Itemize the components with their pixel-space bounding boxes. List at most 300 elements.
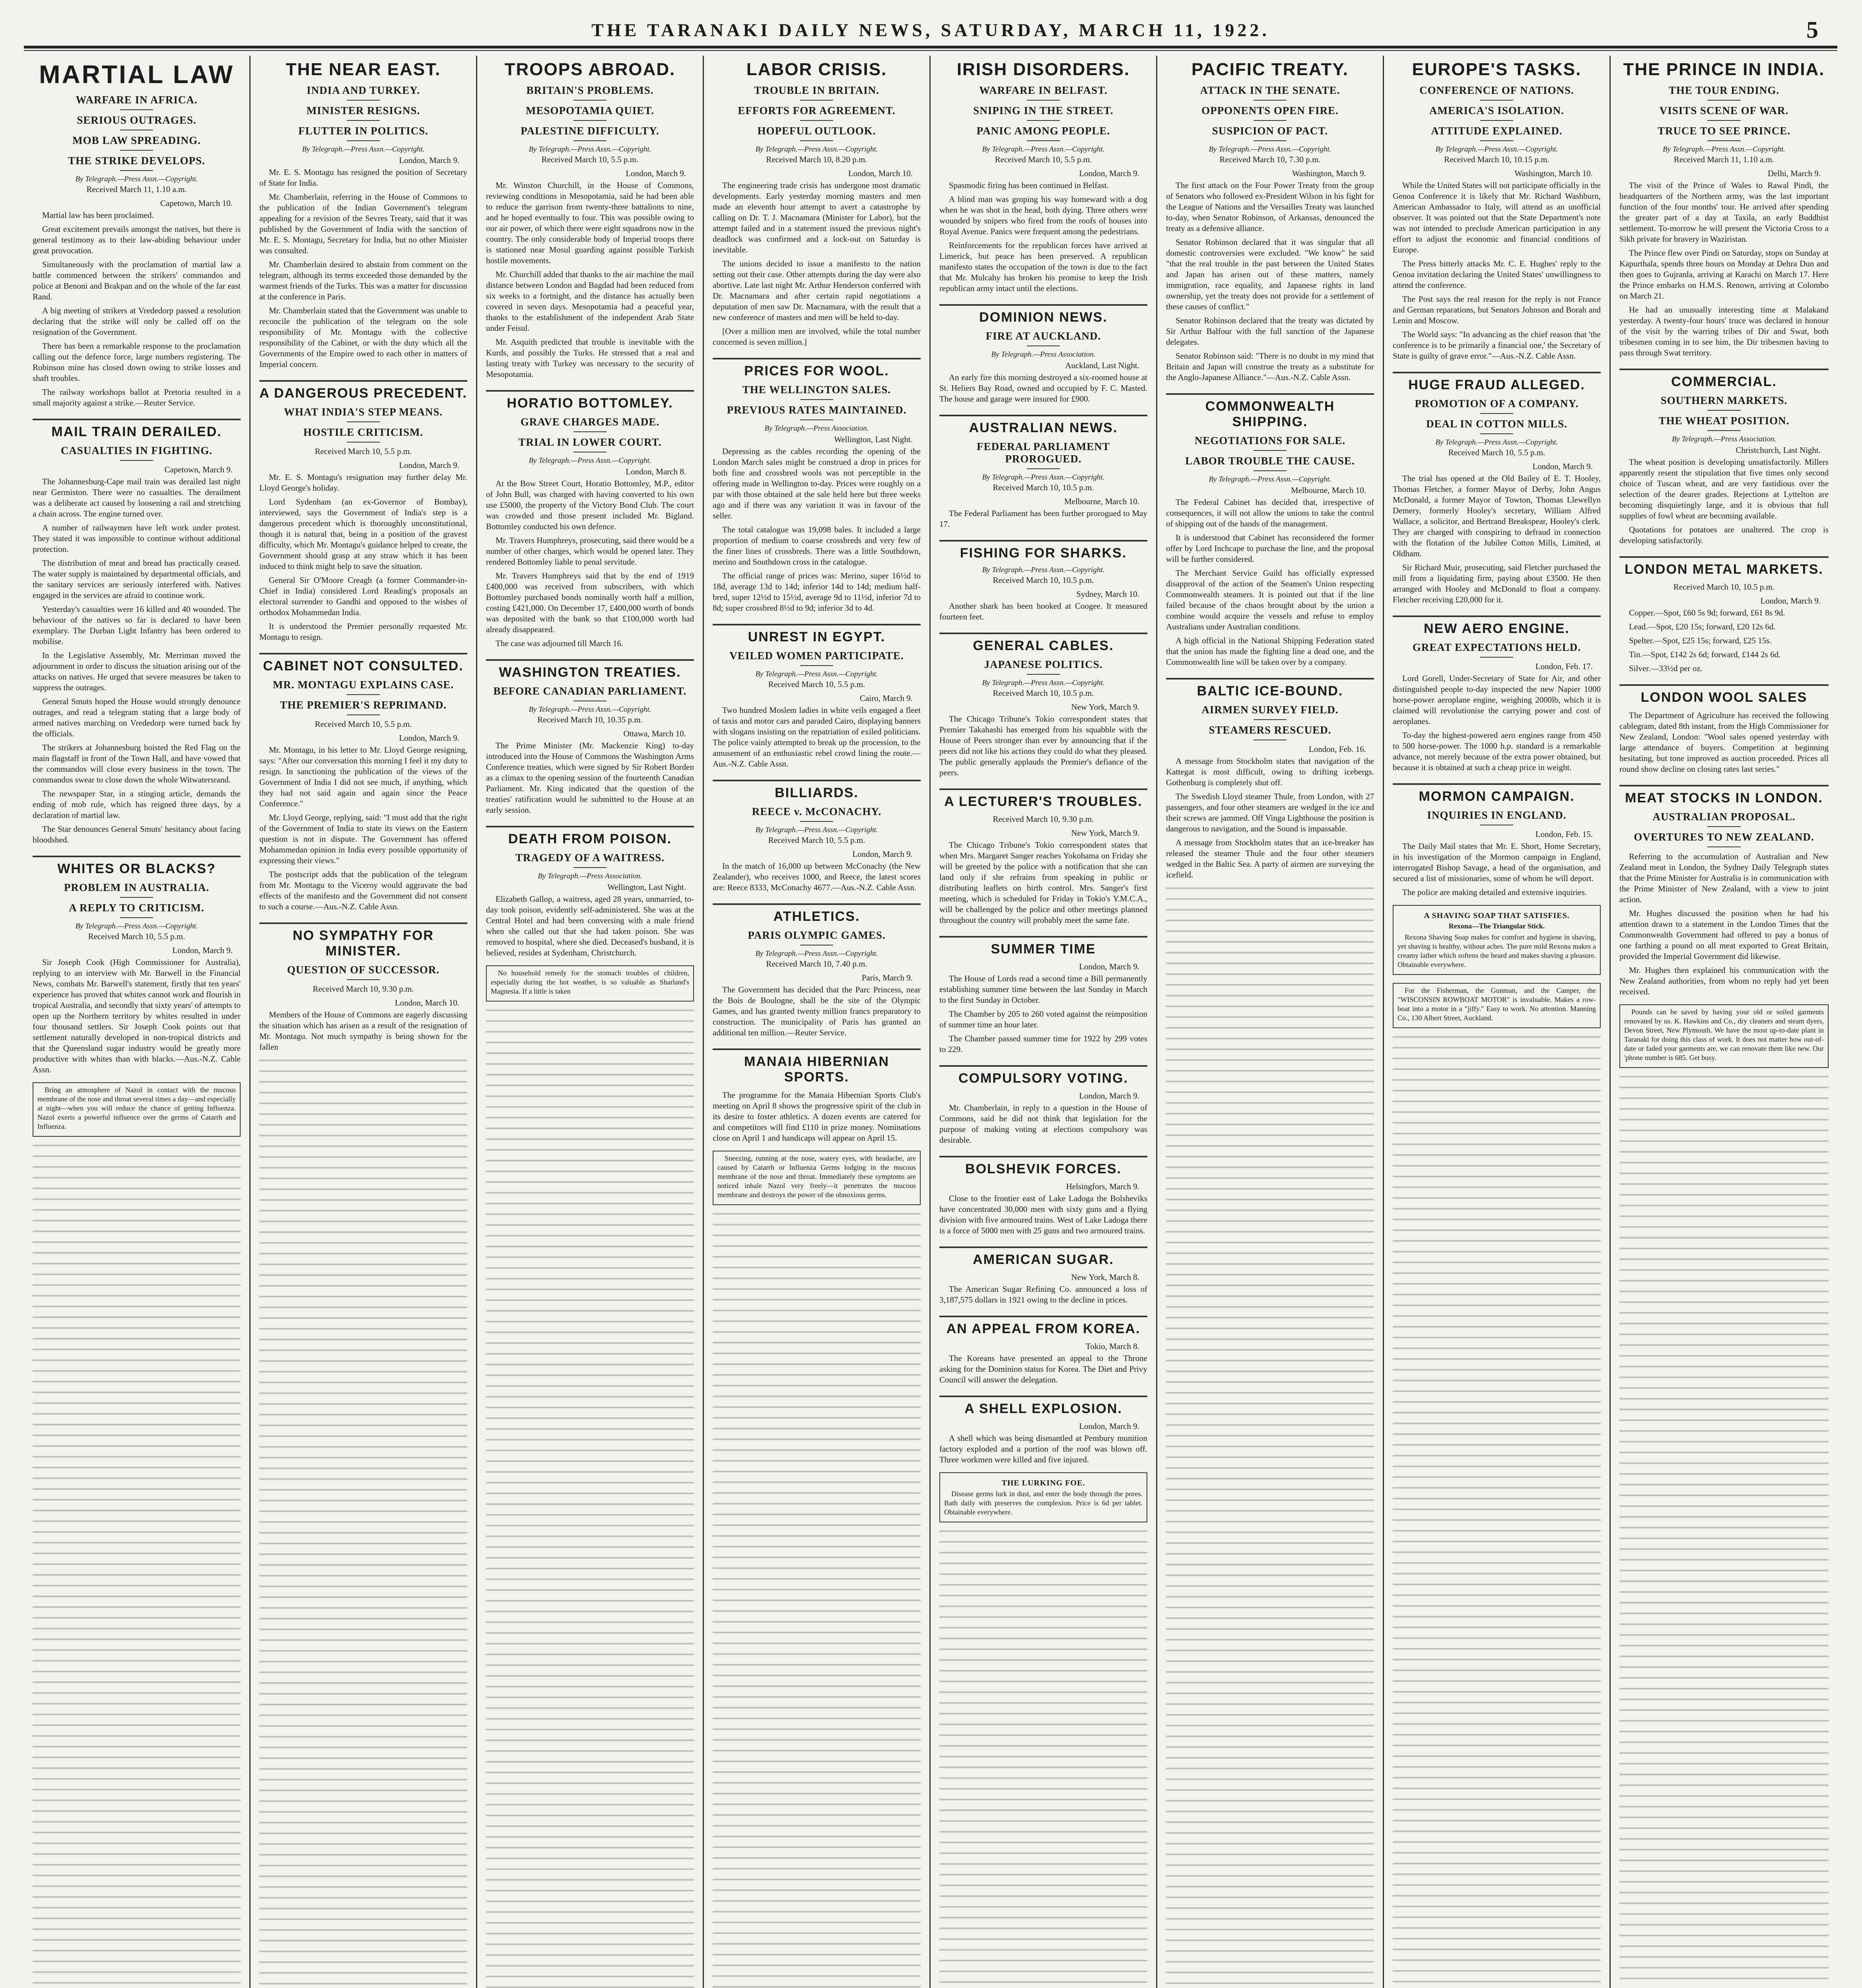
article-received: Received March 10, 5.5 p.m. xyxy=(315,719,412,729)
article-subhead: WARFARE IN BELFAST. xyxy=(939,84,1147,101)
article-paragraph: Mr. Travers Humphreys said that by the end of 1919 £400,000 was received from subscribers, with which Bottomley purchased bonds nominally worth half a million, costing £421,000. On December 17, £400,000 worth of bonds was deposited with the bank so that £100,000 worth had already disappeared. xyxy=(486,571,694,634)
article-dateline: New York, March 9. xyxy=(1071,828,1139,838)
article xyxy=(939,297,1147,408)
article-paragraph: The Post says the real reason for the reply is not France and German reparations, but Senators Johnson and Borah and Lenin and Moscow. xyxy=(1393,294,1601,325)
article-subhead: WHAT INDIA'S STEP MEANS. xyxy=(259,406,467,422)
article-headline: MEAT STOCKS IN LONDON. xyxy=(1625,790,1823,806)
article-subhead: SUSPICION OF PACT. xyxy=(1166,125,1374,141)
article-byline: By Telegraph.—Press Association. xyxy=(1672,435,1776,443)
article-received: Received March 10, 5.5 p.m. xyxy=(995,155,1092,164)
article-subhead: CONFERENCE OF NATIONS. xyxy=(1393,84,1601,101)
article-divider xyxy=(486,826,694,827)
article-headline: FISHING FOR SHARKS. xyxy=(960,546,1127,561)
article-received: Received March 10, 9.30 p.m. xyxy=(313,984,414,994)
article-paragraph: Senator Robinson said: "There is no doubt in my mind that Britain and Japan will construe the treaty as a substitute for the Anglo-Japanese Alliance."—Aus.-N.Z. Cable Assn. xyxy=(1166,351,1374,382)
article xyxy=(1393,365,1601,608)
article-paragraph: Tin.—Spot, £142 2s 6d; forward, £144 2s 6d. xyxy=(1629,650,1781,659)
article-paragraph: The unions decided to issue a manifesto to the nation setting out their case. Other attempts during the day were also abortive. Late last night Mr. Arthur Henderson conferred with Dr. Macnamara and after certain rapid negotiations a deputation of men saw Dr. Macnamara, with the result that a new conference of masters and men will be held to-day. xyxy=(713,259,921,322)
article-subhead: STEAMERS RESCUED. xyxy=(1166,724,1374,740)
article xyxy=(939,56,1147,297)
article-paragraph: He had an unusually interesting time at Malakand yesterday. A twenty-four hours' truce was declared in honour of the visit by the warring tribes of Dir and Swat, both tribesmen coming in to see him, the Dir tribesmen having to pass through Swat territory. xyxy=(1619,305,1829,357)
article-paragraph: The Star denounces General Smuts' hesitancy about facing bloodshed. xyxy=(33,824,241,845)
article xyxy=(939,408,1147,533)
column-6 xyxy=(1157,56,1384,1988)
article xyxy=(939,1058,1147,1149)
article-paragraph: Depressing as the cables recording the opening of the London March sales might be construed a drop in prices for both fine and crossbred wools was not perceptible in the offering made in Wellington to-day. Prices were roughly on a par with those obtained at the sale held here but three weeks ago and if there was any variation it was in favour of the seller. xyxy=(713,447,921,520)
article xyxy=(1619,549,1829,677)
article-paragraph: A number of railwaymen have left work under protest. They stated it was impossible to continue without additional protection. xyxy=(33,523,241,554)
article-paragraph: Mr. Chamberlain stated that the Government was unable to reconcile the publication of the telegram on the sole responsibility of Mr. Montagu with the collective responsibility of the Cabinet, or with the duty which all the Governments of the Empire owed to each other in matters of Imperial concern. xyxy=(259,306,467,369)
article-headline: PACIFIC TREATY. xyxy=(1191,60,1349,79)
article-paragraph: Reinforcements for the republican forces have arrived at Limerick, but peace has been preserved. A republican manifesto states the occupation of the town is due to the fact that Mr. Mulcahy has broken his promise to keep the Irish republican army intact until the elections. xyxy=(939,241,1147,293)
article-paragraph: The Daily Mail states that Mr. E. Short, Home Secretary, in his investigation of the Mormon campaign in England, interrogated Bishop Savage, a head of the organisation, and secured a list of missionaries, some of whom he will deport. xyxy=(1393,841,1601,883)
article xyxy=(939,533,1147,625)
column-continuation-text xyxy=(486,1006,694,1988)
article xyxy=(1166,386,1374,671)
article-divider xyxy=(1166,678,1374,679)
article-subhead: THE TOUR ENDING. xyxy=(1619,84,1829,101)
article xyxy=(1393,608,1601,776)
article-paragraph: The strikers at Johannesburg hoisted the Red Flag on the main flagstaff in front of the Town Hall, and have vowed that the commandos will close every business in the town. The commandos swear to close down the whole Witwatersrand. xyxy=(33,743,241,784)
article-paragraph: The Chicago Tribune's Tokio correspondent states that Premier Takahashi has emerged from his squabble with the House of Peers stronger than ever by announcing that if the peers did not like his actions they could do what they pleased. The public generally applauds the Premier's defiance of the peers. xyxy=(939,714,1147,777)
article-dateline: New York, March 8. xyxy=(1071,1272,1139,1282)
article-paragraph: Mr. Asquith predicted that trouble is inevitable with the Kurds, and possibly the Turks. He stressed that a real and lasting treaty with Turkey was necessary to the security of Mesopotamia. xyxy=(486,337,694,379)
article-subhead: OVERTURES TO NEW ZEALAND. xyxy=(1619,831,1829,847)
article-divider xyxy=(1166,393,1374,395)
article-subhead: PROMOTION OF A COMPANY. xyxy=(1393,398,1601,414)
article-received: Received March 10, 10.5 p.m. xyxy=(993,483,1094,492)
article-divider xyxy=(939,1246,1147,1248)
article-paragraph: The Swedish Lloyd steamer Thule, from London, with 27 passengers, and four other steamers are wedged in the ice and their screws are jammed. Off Vinga Lighthouse the position is dangerous to navigation, and the Sound is impassable. xyxy=(1166,792,1374,833)
article-headline: DOMINION NEWS. xyxy=(979,310,1108,325)
article-headline: HUGE FRAUD ALLEGED. xyxy=(1408,377,1585,392)
article-dateline: Helsingfors, March 9. xyxy=(1066,1182,1139,1191)
article-paragraph: Mr. Travers Humphreys, prosecuting, said there would be a number of other charges, which would be opened later. They rendered Bottomley liable to penal servitude. xyxy=(486,536,694,567)
article-dateline: London, March 9. xyxy=(626,169,686,178)
article-subhead: OPPONENTS OPEN FIRE. xyxy=(1166,105,1374,121)
column-5 xyxy=(931,56,1157,1988)
article-subhead: GREAT EXPECTATIONS HELD. xyxy=(1393,641,1601,658)
article-headline: IRISH DISORDERS. xyxy=(956,60,1130,79)
advertisement xyxy=(33,1082,241,1137)
advertisement-text: Pounds can be saved by having your old or soiled garments renovated by us. K. Hawkins and Co., dry cleaners and steam dyers, Devon Street, New Plymouth. We have the most up-to-date plant in Taranaki for doing this class of work. It does not matter how out-of-date or faded your garments are, we can renovate them like new. Our 'phone number is 685. Get busy. xyxy=(1624,1008,1824,1062)
article-subhead: BEFORE CANADIAN PARLIAMENT. xyxy=(486,685,694,701)
article-paragraph: The police are making detailed and extensive inquiries. xyxy=(1402,887,1587,897)
article-paragraph: Close to the frontier east of Lake Ladoga the Bolsheviks have concentrated 30,000 men with sixty guns and a flying division with five armoured trains. West of Lake Ladoga there is a force of 5000 men with 25 guns and two armoured trains. xyxy=(939,1194,1147,1235)
article-paragraph: Spelter.—Spot, £25 15s; forward, £25 15s. xyxy=(1629,636,1772,645)
article-byline: By Telegraph.—Press Assn.—Copyright. xyxy=(755,826,878,834)
article-byline: By Telegraph.—Press Assn.—Copyright. xyxy=(755,670,878,678)
article-paragraph: To-day the highest-powered aero engines range from 450 to 500 horse-power. The 1000 h.p. standard is a remarkable advance, not merely because of the extra power obtained, but because it is obtained at such a cheap price in weight. xyxy=(1393,730,1601,772)
column-4 xyxy=(704,56,931,1988)
article-headline: AUSTRALIAN NEWS. xyxy=(969,420,1118,435)
article-byline: By Telegraph.—Press Association. xyxy=(991,350,1096,359)
article-dateline: Washington, March 10. xyxy=(1514,169,1593,178)
article xyxy=(939,1239,1147,1309)
article-headline: LONDON WOOL SALES xyxy=(1640,690,1808,705)
article-divider xyxy=(939,788,1147,790)
article-headline: ATHLETICS. xyxy=(773,909,860,924)
article-subhead: MOB LAW SPREADING. xyxy=(33,134,241,151)
article-paragraph: The Johannesburg-Cape mail train was derailed last night near Germiston. There were no casualties. The derailment was a deliberate act caused by loosening a rail and stretching a chain across. The engine turned over. xyxy=(33,477,241,518)
article-byline: By Telegraph.—Press Assn.—Copyright. xyxy=(982,145,1105,153)
column-continuation-text xyxy=(1166,883,1374,1988)
advertisement xyxy=(1393,905,1601,975)
article-divider xyxy=(486,659,694,661)
article-headline: LABOR CRISIS. xyxy=(746,60,887,79)
article-subhead: BRITAIN'S PROBLEMS. xyxy=(486,84,694,101)
article-subhead: VEILED WOMEN PARTICIPATE. xyxy=(713,650,921,666)
article-paragraph: Silver.—33½d per oz. xyxy=(1629,664,1703,673)
article-subhead: TROUBLE IN BRITAIN. xyxy=(713,84,921,101)
article-paragraph: The case was adjourned till March 16. xyxy=(496,639,624,648)
article-paragraph: Spasmodic firing has been continued in Belfast. xyxy=(949,181,1109,190)
article-headline: UNREST IN EGYPT. xyxy=(748,629,886,645)
article-subhead: MINISTER RESIGNS. xyxy=(259,105,467,121)
article-headline: BILLIARDS. xyxy=(775,785,859,800)
article-divider xyxy=(939,540,1147,542)
masthead-rule-thin xyxy=(24,50,1837,51)
article-subhead: TRAGEDY OF A WAITRESS. xyxy=(486,852,694,868)
article-paragraph: A message from Stockholm states that an ice-breaker has released the steamer Thule and the four other steamers wedged in the Baltic Sea. A party of airmen are surveying the icefield. xyxy=(1166,838,1374,879)
article-headline: A DANGEROUS PRECEDENT. xyxy=(259,386,467,401)
article-paragraph: The Merchant Service Guild has officially expressed disapproval of the action of the Seamen's Union respecting Commonwealth steamers. It is pointed out that if the line failed because of the chaos brought about by the union a combine would acquire the vessels and refuse to employ Australians under Australian conditions. xyxy=(1166,568,1374,631)
article-divider xyxy=(939,936,1147,938)
article-subhead: ATTACK IN THE SENATE. xyxy=(1166,84,1374,101)
article-dateline: Melbourne, March 10. xyxy=(1291,485,1366,495)
article-paragraph: Mr. Hughes discussed the position when he had his attention drawn to a statement in the London Times that the Commonwealth Government had offered to pay a bonus of one farthing a pound on all meat exported to Great Britain, provided the Imperial Government did likewise. xyxy=(1619,909,1829,961)
article xyxy=(1166,671,1374,883)
article-headline: COMMONWEALTH SHIPPING. xyxy=(1205,399,1335,429)
article-paragraph: A high official in the National Shipping Federation stated that the union has made the fighting line a dead one, and the Commonwealth line will be taken over by a company. xyxy=(1166,636,1374,667)
article-headline: BALTIC ICE-BOUND. xyxy=(1197,683,1343,699)
article-paragraph: General Sir O'Moore Creagh (a former Commander-in-Chief in India) considered Lord Reading's proposals an electoral surrender to Gandhi and opposed to the wishes of orthodox Mohammedan India. xyxy=(259,575,467,617)
article-subhead: REECE v. McCONACHY. xyxy=(713,806,921,822)
advertisement-text: Rexona Shaving Soap makes for comfort and hygiene in shaving, yet shaving is healthy, without aches. The pure mild Rexona makes a creamy lather which softens the beard and makes shaving a pleasure. Obtainable everywhere. xyxy=(1397,933,1596,969)
article-divider xyxy=(939,633,1147,634)
article-byline: By Telegraph.—Press Assn.—Copyright. xyxy=(1209,475,1331,483)
article-headline: MORMON CAMPAIGN. xyxy=(1419,789,1575,804)
article-subhead: SNIPING IN THE STREET. xyxy=(939,105,1147,121)
article-subhead: PALESTINE DIFFICULTY. xyxy=(486,125,694,141)
article xyxy=(1619,677,1829,778)
article xyxy=(939,781,1147,929)
article xyxy=(486,383,694,652)
advertisement-text: Disease germs lurk in dust, and enter the body through the pores. Bath daily with preserves the complexion. Price is 6d per tablet. Obtainable everywhere. xyxy=(944,1490,1143,1516)
article-byline: By Telegraph.—Press Assn.—Copyright. xyxy=(75,175,198,183)
article-paragraph: The total catalogue was 19,098 bales. It included a large proportion of medium to coarse crossbreds and very few of the finer lines of crossbreds. There was a little Southdown, merino and Southdown cross in the catalogue. xyxy=(713,525,921,567)
article-subhead: MESOPOTAMIA QUIET. xyxy=(486,105,694,121)
article-dateline: London, Feb. 17. xyxy=(1535,662,1593,671)
article-headline: AN APPEAL FROM KOREA. xyxy=(946,1321,1141,1336)
article-headline: GENERAL CABLES. xyxy=(973,638,1114,653)
article-headline: THE PRINCE IN INDIA. xyxy=(1623,60,1825,79)
column-3 xyxy=(477,56,704,1988)
article-received: Received March 10, 5.5 p.m. xyxy=(768,679,865,689)
article-paragraph: Mr. E. S. Montagu has resigned the position of Secretary of State for India. xyxy=(259,167,467,188)
article-headline: COMPULSORY VOTING. xyxy=(958,1071,1129,1086)
article xyxy=(486,819,694,961)
article-paragraph: The first attack on the Four Power Treaty from the group of Senators who followed ex-President Wilson in his fight for the League of Nations and the Versailles Treaty was launched to-day, when Senator Robinson, of Arkansas, denounced the treaty as a defensive alliance. xyxy=(1166,181,1374,233)
article-dateline: London, March 10. xyxy=(395,998,459,1008)
article-paragraph: Mr. Chamberlain, referring in the House of Commons to the publication of the Indian Government's telegram appealing for a revision of the Sevres Treaty, said that it was published by the Government of India with the sanction of Mr. E. S. Montagu, Secretary for India, but no other Minister was consulted. xyxy=(259,192,467,255)
article-dateline: London, March 9. xyxy=(399,733,459,743)
article-headline: A LECTURER'S TROUBLES. xyxy=(944,794,1143,809)
article-byline: By Telegraph.—Press Association. xyxy=(538,872,642,880)
advertisement-text: Bring an atmosphere of Nazol in contact with the mucous membrane of the nose and throat several times a day—and especially at night—when you will reduce the chance of getting Influenza. Nazol exerts a powerful influence over the germs of Catarrh and Influenza. xyxy=(37,1086,236,1130)
article xyxy=(259,646,467,915)
article xyxy=(939,1149,1147,1239)
article-paragraph: Another shark has been hooked at Coogee. It measured fourteen feet. xyxy=(939,601,1147,621)
article-dateline: London, March 9. xyxy=(1079,1421,1139,1431)
article xyxy=(939,625,1147,781)
article-subhead: TRUCE TO SEE PRINCE. xyxy=(1619,125,1829,141)
article-paragraph: Lord Sydenham (an ex-Governor of Bombay), interviewed, says the Government of India's step is a dangerous precedent which is thoroughly unconstitutional, though it is natural that, being in a position of the gravest difficulty, which Mr. Montagu's guidance helped to create, the Government should grasp at any straw which it has been induced to think might help to save the situation. xyxy=(259,497,467,571)
article-received: Received March 10, 7.40 p.m. xyxy=(766,959,867,969)
article-received: Received March 10, 5.5 p.m. xyxy=(1448,448,1545,457)
article-paragraph: There has been a remarkable response to the proclamation calling out the defence force, large numbers registering. The Robinson mine has closed down owing to strike losses and shaft troubles. xyxy=(33,341,241,383)
article-subhead: EFFORTS FOR AGREEMENT. xyxy=(713,105,921,121)
article-paragraph: Mr. E. S. Montagu's resignation may further delay Mr. Lloyd George's holiday. xyxy=(259,472,467,493)
article-dateline: London, March 9. xyxy=(1760,596,1821,606)
article xyxy=(486,652,694,819)
article-paragraph: The Prime Minister (Mr. Mackenzie King) to-day introduced into the House of Commons the Washington Arms Conference treaties, which were signed by Sir Robert Borden as a climax to the opening session of the fourteenth Canadian Parliament. Mr. King indicated that the question of the treaties' ratification would be submitted to the House at an early session. xyxy=(486,741,694,815)
advertisement-subheading: Rexona—The Triangular Stick. xyxy=(1448,922,1545,930)
article-paragraph: The Chicago Tribune's Tokio correspondent states that when Mrs. Margaret Sanger reaches Yokohama on Friday she will be greeted by the police with a notification that she can land only if she refrains from speaking in public or distributing leaflets on birth control. Mrs. Sanger's first meeting, which is scheduled for Friday in Tokio's Y.M.C.A., will be challenged by the police and other meetings planned throughout the country will probably meet the same fate. xyxy=(939,840,1147,925)
article-headline: AMERICAN SUGAR. xyxy=(973,1252,1114,1267)
article-paragraph: A shell which was being dismantled at Pembury munition factory exploded and a portion of the roof was blown off. Three workmen were killed and five injured. xyxy=(939,1433,1147,1464)
article xyxy=(939,1388,1147,1468)
article-paragraph: The Government has decided that the Parc Princess, near the Bois de Boulogne, shall be the site of the Olympic Games, and has granted twenty million francs preparatory to construction. The municipality of Paris has granted an additional ten million.—Reuter Service. xyxy=(713,985,921,1037)
article-received: Received March 11, 1.10 a.m. xyxy=(86,184,187,194)
article-paragraph: Mr. Winston Churchill, in the House of Commons, reviewing conditions in Mesopotamia, said he had been able to reduce the garrison from twenty-three battalions to nine, and he hoped eventually to four. This was possible owing to our air power, of which there were eight squadrons now in the country. The only considerable body of Imperial troops there is stationed near Mosul guarding against possible Turkish hostile movements. xyxy=(486,181,694,265)
article-dateline: London, March 9. xyxy=(399,155,459,165)
article-headline: MARTIAL LAW xyxy=(39,60,234,89)
article-received: Received March 10, 5.5 p.m. xyxy=(88,932,185,941)
article-headline: EUROPE'S TASKS. xyxy=(1412,60,1582,79)
article-byline: By Telegraph.—Press Assn.—Copyright. xyxy=(529,456,651,465)
article-headline: BOLSHEVIK FORCES. xyxy=(965,1161,1121,1176)
article-divider xyxy=(1619,556,1829,558)
article-subhead: A REPLY TO CRITICISM. xyxy=(33,902,241,918)
masthead-rule xyxy=(24,46,1837,49)
article-byline: By Telegraph.—Press Assn.—Copyright. xyxy=(1209,145,1331,153)
article xyxy=(939,929,1147,1058)
article-paragraph: The Department of Agriculture has received the following cablegram, dated 8th instant, from the High Commissioner for New Zealand, London: "Wool sales opened yesterday with large attendance of buyers. Competition at beginning hesitating, but tone improved as auction proceeded. Prices all round show decline on closing rates last series." xyxy=(1619,711,1829,774)
article-dateline: Paris, March 9. xyxy=(861,973,913,982)
article-subhead: FIRE AT AUCKLAND. xyxy=(939,330,1147,346)
article-byline: By Telegraph.—Press Assn.—Copyright. xyxy=(1662,145,1786,153)
article-paragraph: The railway workshops ballot at Pretoria resulted in a small majority against a strike.—Reuter Service. xyxy=(33,387,241,408)
article-headline: WHITES OR BLACKS? xyxy=(57,861,216,876)
article-paragraph: Mr. Montagu, in his letter to Mr. Lloyd George resigning, says: "After our conversation this morning I feel it my duty to resign. In sanctioning the publication of the views of the Government of India I did not see much, if anything, which they had not said again and again since the Peace Conference." xyxy=(259,745,467,808)
article xyxy=(713,351,921,617)
article-paragraph: Yesterday's casualties were 16 killed and 40 wounded. The behaviour of the natives so far is declared to have been exemplary. The Durban Light Infantry has been ordered to mobilise. xyxy=(33,604,241,646)
article-received: Received March 10, 5.5 p.m. xyxy=(315,447,412,456)
advertisement xyxy=(713,1151,921,1205)
article-dateline: London, March 9. xyxy=(1079,962,1139,971)
article-dateline: Sydney, March 10. xyxy=(1076,589,1139,599)
advertisement-text: For the Fisherman, the Gunman, and the Camper, the "WISCONSIN ROWBOAT MOTOR" is invaluable. Makes a row-boat into a motor in a "jiffy." Easy to work. No attention. Manning Co., 130 Albert Street, Auckland. xyxy=(1397,986,1596,1022)
article-headline: COMMERCIAL. xyxy=(1671,374,1777,389)
article-byline: By Telegraph.—Press Assn.—Copyright. xyxy=(302,145,425,153)
article-paragraph: Quotations for potatoes are unaltered. The crop is developing satisfactorily. xyxy=(1619,525,1829,545)
article-paragraph: In the match of 16,000 up between McConachy (the New Zealander), who receives 1000, and Reece, the latest scores are: Reece 8333, McConachy 4677.—Aus.-N.Z. Cable Assn. xyxy=(713,861,921,892)
article-byline: By Telegraph.—Press Assn.—Copyright. xyxy=(1435,145,1558,153)
article-subhead: PROBLEM IN AUSTRALIA. xyxy=(33,881,241,898)
article-dateline: London, March 9. xyxy=(399,460,459,470)
advertisement xyxy=(1393,983,1601,1028)
article-paragraph: The newspaper Star, in a stinging article, demands the ending of mob rule, which has reigned three days, by a declaration of martial law. xyxy=(33,789,241,820)
article-received: Received March 10, 5.5 p.m. xyxy=(768,835,865,845)
article-paragraph: Copper.—Spot, £60 5s 9d; forward, £61 8s 9d. xyxy=(1629,608,1785,617)
article xyxy=(713,896,921,1041)
article-paragraph: It is understood that Cabinet has reconsidered the former offer by Lord Inchcape to purchase the line, and the proposal will be further considered. xyxy=(1166,533,1374,564)
article-divider xyxy=(939,1396,1147,1397)
article xyxy=(713,1041,921,1147)
article-dateline: Tokio, March 8. xyxy=(1085,1342,1139,1351)
article-paragraph: The Koreans have presented an appeal to the Throne asking for the Dominion status for Korea. The Diet and Privy Council will answer the delegation. xyxy=(939,1353,1147,1384)
article-dateline: Auckland, Last Night. xyxy=(1065,361,1139,370)
article-byline: By Telegraph.—Press Assn.—Copyright. xyxy=(1435,438,1558,447)
article-subhead: FEDERAL PARLIAMENT PROROGUED. xyxy=(939,441,1147,469)
advertisement-heading: A SHAVING SOAP THAT SATISFIES. xyxy=(1424,911,1570,920)
article-paragraph: Mr. Chamberlain, in reply to a question in the House of Commons, said he did not think that legislation for the purpose of making voting at elections compulsory was desirable. xyxy=(939,1103,1147,1145)
article-headline: HORATIO BOTTOMLEY. xyxy=(507,396,673,411)
article-subhead: THE STRIKE DEVELOPS. xyxy=(33,155,241,171)
advertisement xyxy=(939,1472,1147,1522)
article-divider xyxy=(939,415,1147,416)
article-paragraph: Two hundred Moslem ladies in white veils engaged a fleet of taxis and motor cars and paraded Cairo, displaying banners with slogans insisting on the repatriation of exiled politicians. The police vainly attempted to break up the procession, to the amusement of an enthusiastic rebel crowd lining the route.—Aus.-N.Z. Cable Assn. xyxy=(713,705,921,769)
article-subhead: QUESTION OF SUCCESSOR. xyxy=(259,964,467,980)
article xyxy=(259,915,467,1056)
article-divider xyxy=(33,856,241,857)
article-subhead: FLUTTER IN POLITICS. xyxy=(259,125,467,141)
article-dateline: Melbourne, March 10. xyxy=(1064,497,1139,506)
article-paragraph: Referring to the accumulation of Australian and New Zealand meat in London, the Sydney Daily Telegraph states that the Prime Minister for Australia is in communication with the Prime Minister of New Zealand, with a view to joint action. xyxy=(1619,852,1829,904)
article-paragraph: Lead.—Spot, £20 15s; forward, £20 12s 6d. xyxy=(1629,622,1776,631)
column-2 xyxy=(251,56,477,1988)
article-subhead: WARFARE IN AFRICA. xyxy=(33,94,241,110)
article-paragraph: The Prince flew over Pindi on Saturday, stops on Sunday at Kapurthala, spends three hours on Monday at Dehra Dun and then goes to Gujranla, arriving at Karachi on March 17. Here the Prince embarks on H.M.S. Renown, arriving at Colombo on March 21. xyxy=(1619,248,1829,301)
advertisement xyxy=(486,965,694,1002)
article-paragraph: The House of Lords read a second time a Bill permanently establishing summer time between the last Sunday in March to the first Sunday in October. xyxy=(939,974,1147,1005)
article-paragraph: It is understood the Premier personally requested Mr. Montagu to resign. xyxy=(259,621,467,642)
article-subhead: SOUTHERN MARKETS. xyxy=(1619,394,1829,411)
column-1 xyxy=(24,56,251,1988)
article-paragraph: The distribution of meat and bread has practically ceased. The water supply is maintained by departmental officials, and the sanitary services are seriously interfered with. Natives engaged in the services are afraid to continue work. xyxy=(33,558,241,600)
article-dateline: London, March 9. xyxy=(1079,169,1139,178)
article-dateline: London, March 9. xyxy=(852,849,913,859)
article-headline: NO SYMPATHY FOR MINISTER. xyxy=(293,928,434,959)
article-paragraph: Senator Robinson declared that it was singular that all domestic controversies were excluded. "We know" he said "that the real trouble in the past between the United States and Japan has arisen out of these matters, namely immigration, race equality, and Japanese rights in land ownership, yet the treaty does not provide for a settlement of these causes of conflict." xyxy=(1166,237,1374,311)
article-received: Received March 10, 9.30 p.m. xyxy=(993,814,1094,824)
article xyxy=(259,373,467,646)
article xyxy=(1619,778,1829,1000)
article xyxy=(713,56,921,351)
article-paragraph: Sir Joseph Cook (High Commissioner for Australia), replying to an interview with Mr. Barwell in the Financial News, combats Mr. Barwell's statement, firstly that ten years' experience has proved that whites cannot work and flourish in tropical Australia, and secondly that sixty years' of attempts to open up the Northern territory by whites resulted in under four thousand settlers. Sir Joseph Cook points out that settlement naturally developed in non-tropical districts and that the Queensland sugar industry would be greatly more productive with whites than with blacks.—Aus.-N.Z. Cable Assn. xyxy=(33,957,241,1074)
article-subhead: THE WELLINGTON SALES. xyxy=(713,384,921,400)
article xyxy=(939,1309,1147,1388)
article-byline: By Telegraph.—Press Assn.—Copyright. xyxy=(75,922,198,930)
article xyxy=(713,773,921,896)
article-headline: WASHINGTON TREATIES. xyxy=(499,665,681,680)
article-received: Received March 10, 10.15 p.m. xyxy=(1444,155,1549,164)
article-dateline: Cairo, March 9. xyxy=(860,693,913,703)
article-paragraph: The programme for the Manaia Hibernian Sports Club's meeting on April 8 shows the progressive spirit of the club in its desire to foster athletics. A dozen events are catered for and competitors will find £110 in prize money. Nominations close on April 1 and handicaps will appear on April 15. xyxy=(713,1090,921,1143)
article-divider xyxy=(1619,684,1829,686)
column-continuation-text xyxy=(1393,1032,1601,1988)
article-dateline: Wellington, Last Night. xyxy=(607,882,686,892)
article-subhead: THE WHEAT POSITION. xyxy=(1619,415,1829,431)
newspaper-columns xyxy=(24,56,1837,1988)
article-subhead: TRIAL IN LOWER COURT. xyxy=(486,436,694,452)
article-paragraph: A big meeting of strikers at Vrededorp passed a resolution declaring that the strike will only be called off on the resignation of the Government. xyxy=(33,306,241,337)
article xyxy=(259,56,467,373)
article-byline: By Telegraph.—Press Assn.—Copyright. xyxy=(755,145,878,153)
article xyxy=(1619,56,1829,361)
article-paragraph: Great excitement prevails amongst the natives, but there is general testimony as to their law-abiding behaviour under great provocation. xyxy=(33,224,241,255)
article-divider xyxy=(939,1156,1147,1157)
article-divider xyxy=(713,1048,921,1050)
article xyxy=(33,412,241,848)
article-divider xyxy=(713,358,921,359)
article-paragraph: The official range of prices was: Merino, super 16½d to 18d, average 13d to 14d; inferior 14d to 14d; medium half-bred, super 12½d to 15½d, average 9d to 11½d, inferior 7d to 8d; super crossbred 8½d to 9d; inferior 3d to 4d. xyxy=(713,571,921,613)
article-headline: NEW AERO ENGINE. xyxy=(1424,621,1570,636)
article-dateline: London, March 9. xyxy=(1079,1091,1139,1101)
article-paragraph: At the Bow Street Court, Horatio Bottomley, M.P., editor of John Bull, was charged with having converted to his own use £5000, the property of the Victory Bond Club. The court was crowded and those present included Mr. Bigland. Bottomley conducted his own defence. xyxy=(486,479,694,531)
article-dateline: London, March 9. xyxy=(172,945,233,955)
article-subhead: AUSTRALIAN PROPOSAL. xyxy=(1619,811,1829,827)
article-divider xyxy=(713,780,921,781)
article-byline: By Telegraph.—Press Assn.—Copyright. xyxy=(529,705,651,714)
article xyxy=(1393,56,1601,365)
column-continuation-text xyxy=(259,1056,467,1988)
article xyxy=(486,56,694,383)
article-headline: CABINET NOT CONSULTED. xyxy=(263,658,464,674)
article-paragraph: The trial has opened at the Old Bailey of E. T. Hooley, Thomas Fletcher, a former Mayor of Derby, John Angus McDonald, a former Mayor of Towton, Thomas Llewellyn Demery, formerly Hooley's secretary, William Alfred Wallace, a solicitor, and Bertrand Breakspear, Hooley's clerk. They are charged with conspiring to defraud in connection with the flotation of the Jubilee Cotton Mills, Limited, at Oldham. xyxy=(1393,474,1601,558)
article-received: Received March 10, 7.30 p.m. xyxy=(1219,155,1321,164)
article-paragraph: Martial law has been proclaimed. xyxy=(42,210,154,220)
article-divider xyxy=(259,653,467,654)
article-paragraph: Simultaneously with the proclamation of martial law a battle commenced between the strikers' commandos and police at Benoni and Brakpan and on the whole of the far east Rand. xyxy=(33,260,241,301)
article-paragraph: While the United States will not participate officially in the Genoa Conference it is likely that Mr. Richard Washburn, American Ambassador to Italy, will attend as an unofficial observer. It was pointed out that the State Department's note was not intended to preclude American participation in any effort to adjust the economic and financial conditions of Europe. xyxy=(1393,181,1601,254)
article-divider xyxy=(486,390,694,392)
article-headline: MAIL TRAIN DERAILED. xyxy=(51,424,222,439)
article-divider xyxy=(1393,615,1601,617)
article-divider xyxy=(939,1316,1147,1317)
advertisement-heading: THE LURKING FOE. xyxy=(1001,1479,1085,1487)
masthead xyxy=(24,16,1837,44)
article xyxy=(713,617,921,773)
article-paragraph: Sir Richard Muir, prosecuting, said Fletcher purchased the mill from a liquidating firm, paying about £3500. He then arranged with Hooley and McDonald to float a company. Fletcher receiving £20,000 for it. xyxy=(1393,563,1601,604)
article-subhead: DEAL IN COTTON MILLS. xyxy=(1393,418,1601,434)
article-divider xyxy=(1393,372,1601,373)
article-subhead: JAPANESE POLITICS. xyxy=(939,658,1147,675)
article-byline: By Telegraph.—Press Assn.—Copyright. xyxy=(529,145,651,153)
article-paragraph: The Federal Cabinet has decided that, irrespective of consequences, it will not allow the unions to take the control of shipping out of the hands of the management. xyxy=(1166,497,1374,528)
article-paragraph: Lord Gorell, Under-Secretary of State for Air, and other distinguished people to-day inspected the new Napier 1000 horse-power aeroplane engine, weighing 2000lb, which it is claimed will revolutionise the carrying power and cost of aeroplanes. xyxy=(1393,674,1601,726)
column-continuation-text xyxy=(939,1526,1147,1988)
article-paragraph: The Federal Parliament has been further prorogued to May 17. xyxy=(939,509,1147,529)
article-dateline: Capetown, March 9. xyxy=(164,465,233,474)
article-paragraph: The visit of the Prince of Wales to Rawal Pindi, the headquarters of the Northern army, was the last important function of the four months' tour. He arrived after spending the greater part of a day at Taxila, an early Buddhist settlement. To-morrow he will present the Victoria Cross to a Sikh private for bravery in Waziristan. xyxy=(1619,181,1829,244)
article-subhead: AIRMEN SURVEY FIELD. xyxy=(1166,704,1374,720)
article-headline: TROOPS ABROAD. xyxy=(504,60,676,79)
article-dateline: Christchurch, Last Night. xyxy=(1736,445,1821,455)
article-dateline: London, Feb. 15. xyxy=(1535,829,1593,839)
article-dateline: New York, March 9. xyxy=(1071,702,1139,712)
